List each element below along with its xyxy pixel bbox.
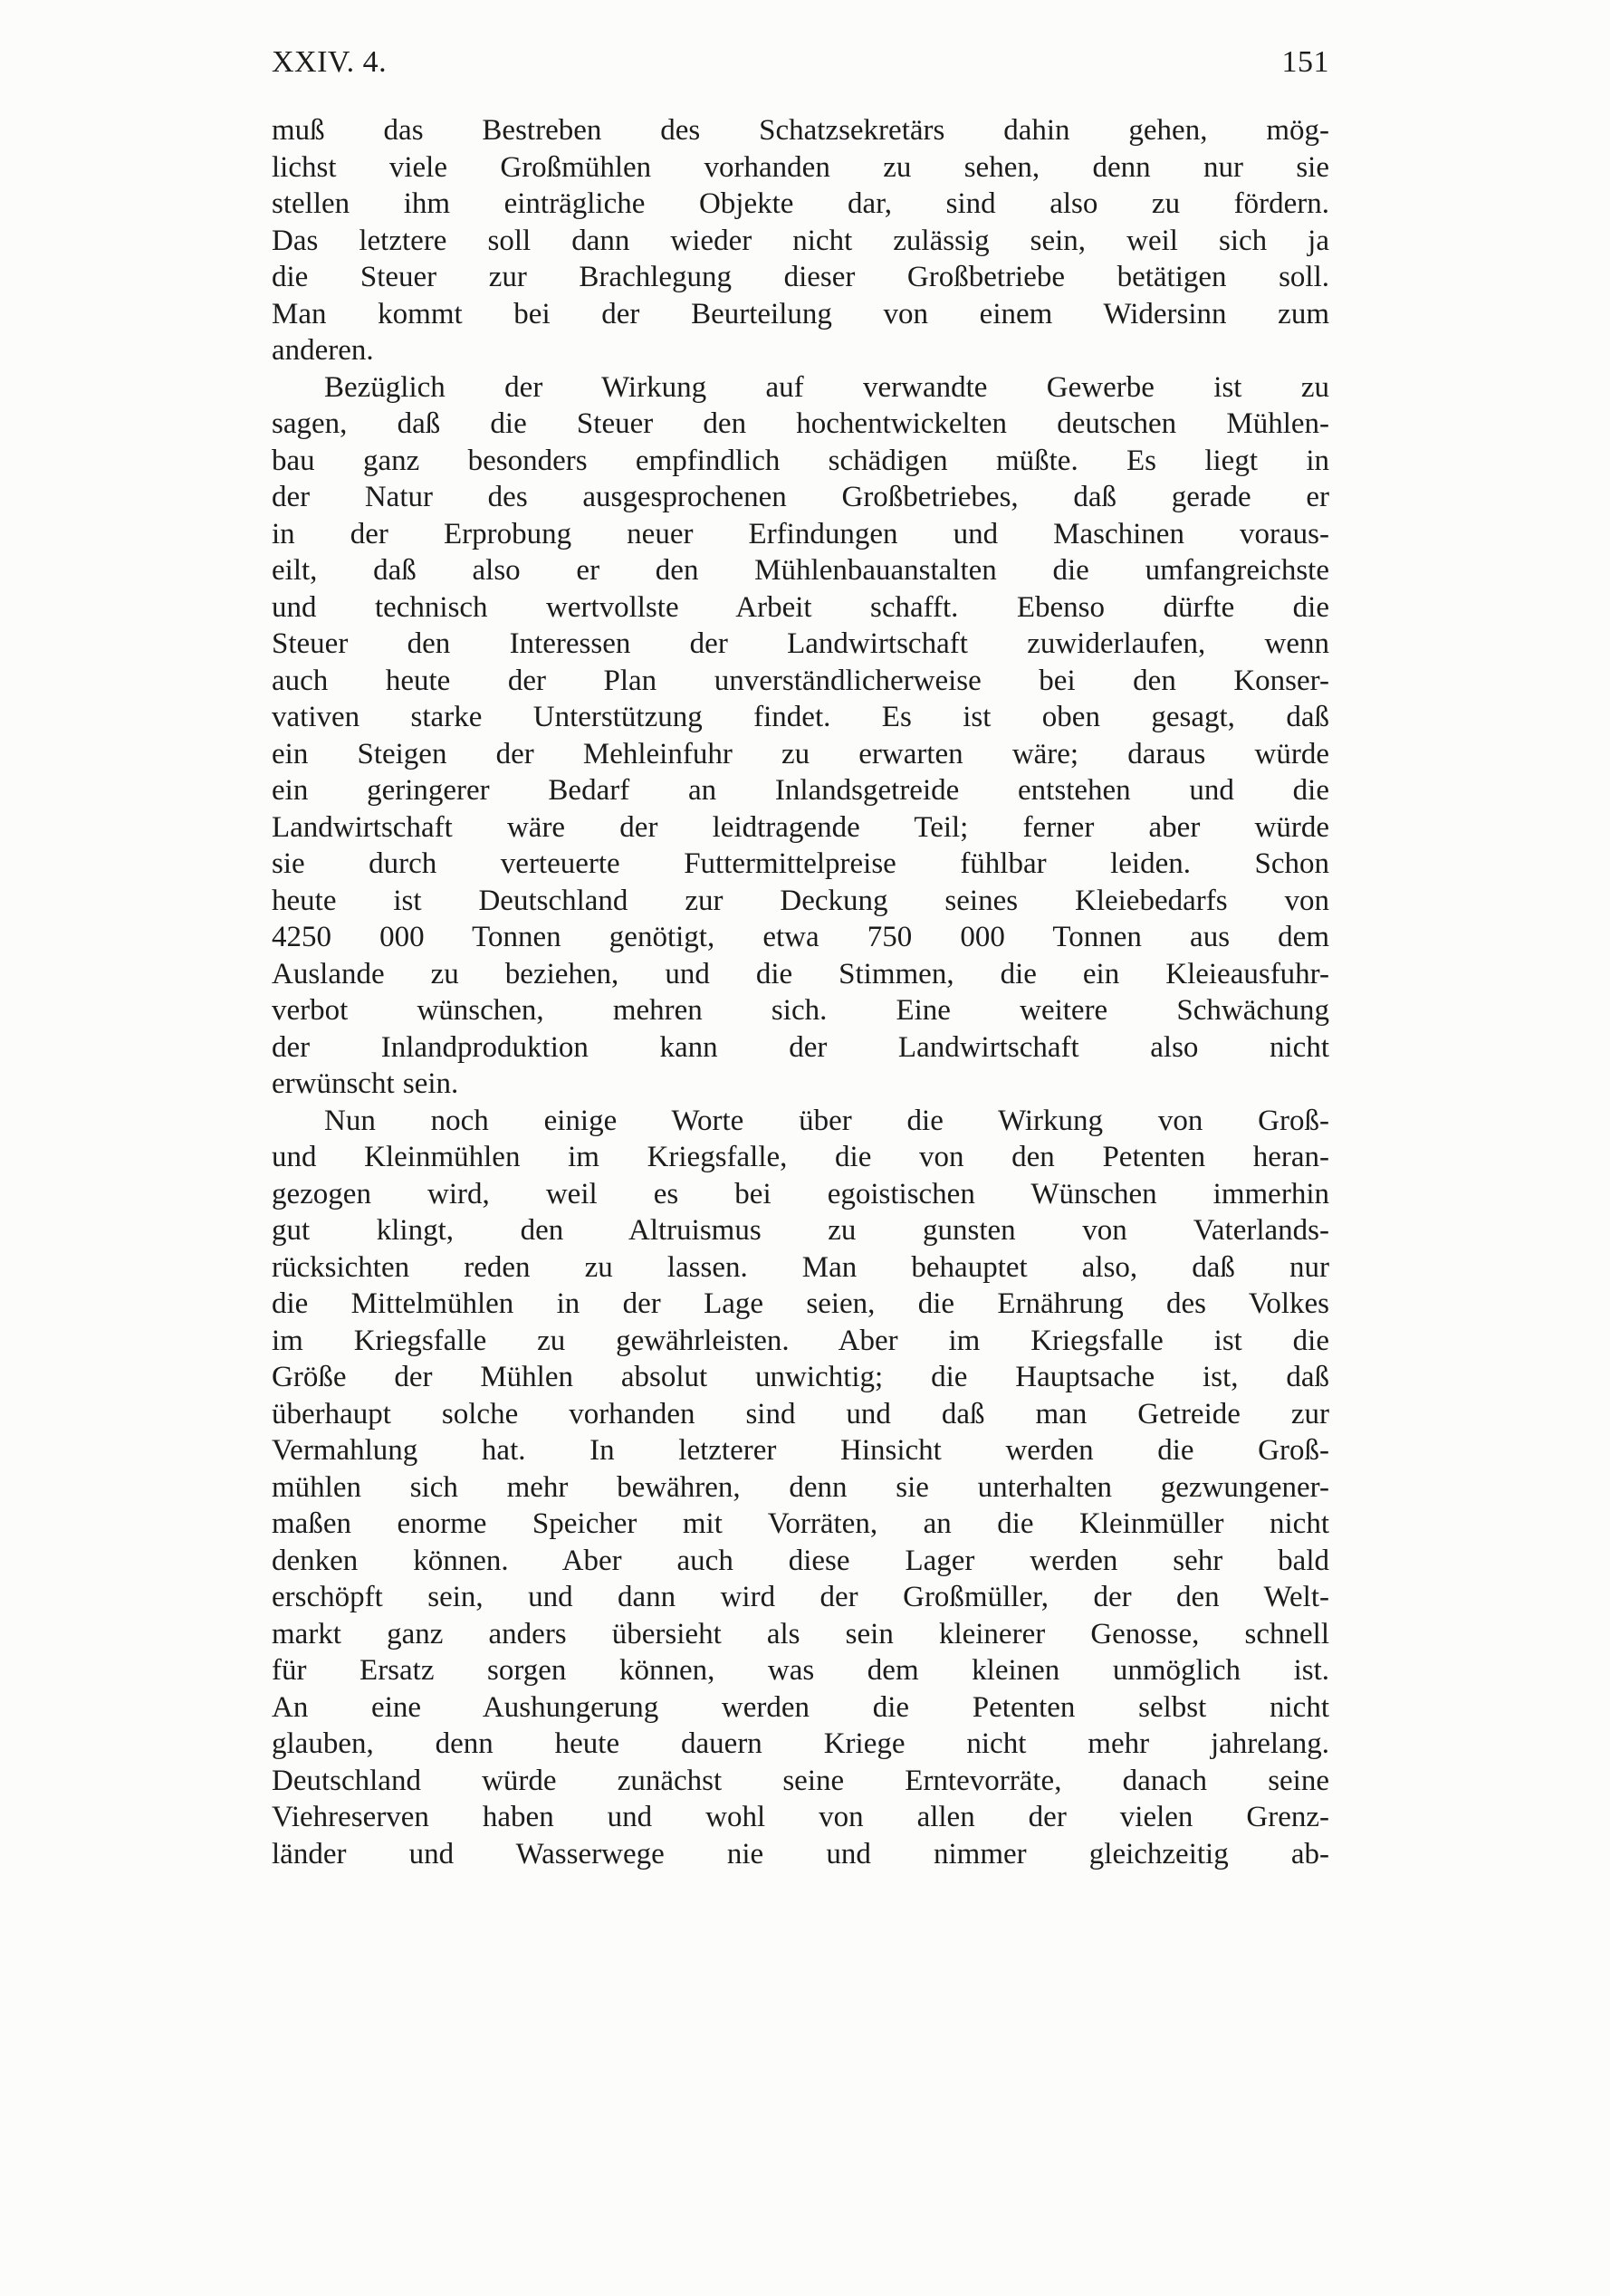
text-line: eilt, daß also er den Mühlenbauanstalten die umfangreichste [272,554,1329,587]
text-line: Auslande zu beziehen, und die Stimmen, die ein Kleieausfuhr- [272,957,1329,990]
text-line: Man kommt bei der Beurteilung von einem Widersinn zum [272,297,1329,330]
text-line: muß das Bestreben des Schatzsekretärs dahin gehen, mög- [272,114,1329,147]
text-line: lichst viele Großmühlen vorhanden zu sehen, denn nur sie [272,150,1329,184]
text-line: denken können. Aber auch diese Lager werden sehr bald [272,1544,1329,1577]
text-line: Viehreserven haben und wohl von allen der vielen Grenz- [272,1801,1329,1833]
text-line: länder und Wasserwege nie und nimmer gleichzeitig ab- [272,1837,1329,1870]
text-line: maßen enorme Speicher mit Vorräten, an die Kleinmüller nicht [272,1507,1329,1540]
text-line: heute ist Deutschland zur Deckung seines Kleiebedarfs von [272,884,1329,917]
text-line: im Kriegsfalle zu gewährleisten. Aber im Kriegsfalle ist die [272,1324,1329,1357]
text-line: und technisch wertvollste Arbeit schafft. Ebenso dürfte die [272,590,1329,624]
text-line: Nun noch einige Worte über die Wirkung von Groß- [324,1104,1329,1137]
text-line: Landwirtschaft wäre der leidtragende Teil; ferner aber würde [272,810,1329,844]
text-line: und Kleinmühlen im Kriegsfalle, die von den Petenten heran- [272,1141,1329,1173]
text-line: ein geringerer Bedarf an Inlandsgetreide entstehen und die [272,774,1329,807]
text-line: anderen. [272,334,374,367]
text-line: markt ganz anders übersieht als sein kleinerer Genosse, schnell [272,1617,1329,1650]
text-line: gezogen wird, weil es bei egoistischen Wünschen immerhin [272,1177,1329,1210]
page-number: 151 [1281,45,1329,79]
text-line: Größe der Mühlen absolut unwichtig; die Hauptsache ist, daß [272,1361,1329,1393]
text-line: erschöpft sein, und dann wird der Großmüller, der den Welt- [272,1581,1329,1613]
text-line: überhaupt solche vorhanden sind und daß man Getreide zur [272,1397,1329,1430]
paragraph [272,112,1329,369]
text-line: der Natur des ausgesprochenen Großbetriebes, daß gerade er [272,481,1329,513]
paragraph [272,369,1329,1103]
text-line: in der Erprobung neuer Erfindungen und Maschinen voraus- [272,517,1329,550]
text-line: An eine Aushungerung werden die Petenten selbst nicht [272,1690,1329,1724]
text-line: verbot wünschen, mehren sich. Eine weitere Schwächung [272,994,1329,1027]
text-line: mühlen sich mehr bewähren, denn sie unterhalten gezwungener- [272,1470,1329,1504]
body-text [272,112,1329,1872]
paragraph [272,1103,1329,1873]
text-line: sagen, daß die Steuer den hochentwickelten deutschen Mühlen- [272,407,1329,440]
text-line: erwünscht sein. [272,1067,459,1100]
text-line: auch heute der Plan unverständlicherweise bei den Konser- [272,664,1329,697]
text-line: vativen starke Unterstützung findet. Es ist oben gesagt, daß [272,701,1329,733]
text-line: ein Steigen der Mehleinfuhr zu erwarten wäre; daraus würde [272,737,1329,770]
chapter-marker: XXIV. 4. [272,45,388,79]
text-line: rücksichten reden zu lassen. Man behauptet also, daß nur [272,1250,1329,1284]
text-line: 4250 000 Tonnen genötigt, etwa 750 000 Tonnen aus dem [272,921,1329,953]
text-line: Das letztere soll dann wieder nicht zulässig sein, weil sich ja [272,224,1329,257]
text-line: Steuer den Interessen der Landwirtschaft zuwiderlaufen, wenn [272,627,1329,660]
page-header [272,45,1329,80]
text-line: glauben, denn heute dauern Kriege nicht mehr jahrelang. [272,1727,1329,1760]
text-line: für Ersatz sorgen können, was dem kleinen unmöglich ist. [272,1654,1329,1687]
text-line: sie durch verteuerte Futtermittelpreise fühlbar leiden. Schon [272,847,1329,880]
text-line: Bezüglich der Wirkung auf verwandte Gewerbe ist zu [324,370,1329,404]
text-line: gut klingt, den Altruismus zu gunsten von Vaterlands- [272,1214,1329,1247]
text-line: stellen ihm einträgliche Objekte dar, sind also zu fördern. [272,187,1329,220]
text-line: Deutschland würde zunächst seine Erntevorräte, danach seine [272,1764,1329,1797]
text-line: die Mittelmühlen in der Lage seien, die Ernährung des Volkes [272,1287,1329,1320]
text-line: bau ganz besonders empfindlich schädigen müßte. Es liegt in [272,444,1329,477]
text-line: der Inlandproduktion kann der Landwirtschaft also nicht [272,1030,1329,1064]
text-line: Vermahlung hat. In letzterer Hinsicht werden die Groß- [272,1434,1329,1467]
text-line: die Steuer zur Brachlegung dieser Großbetriebe betätigen soll. [272,261,1329,293]
